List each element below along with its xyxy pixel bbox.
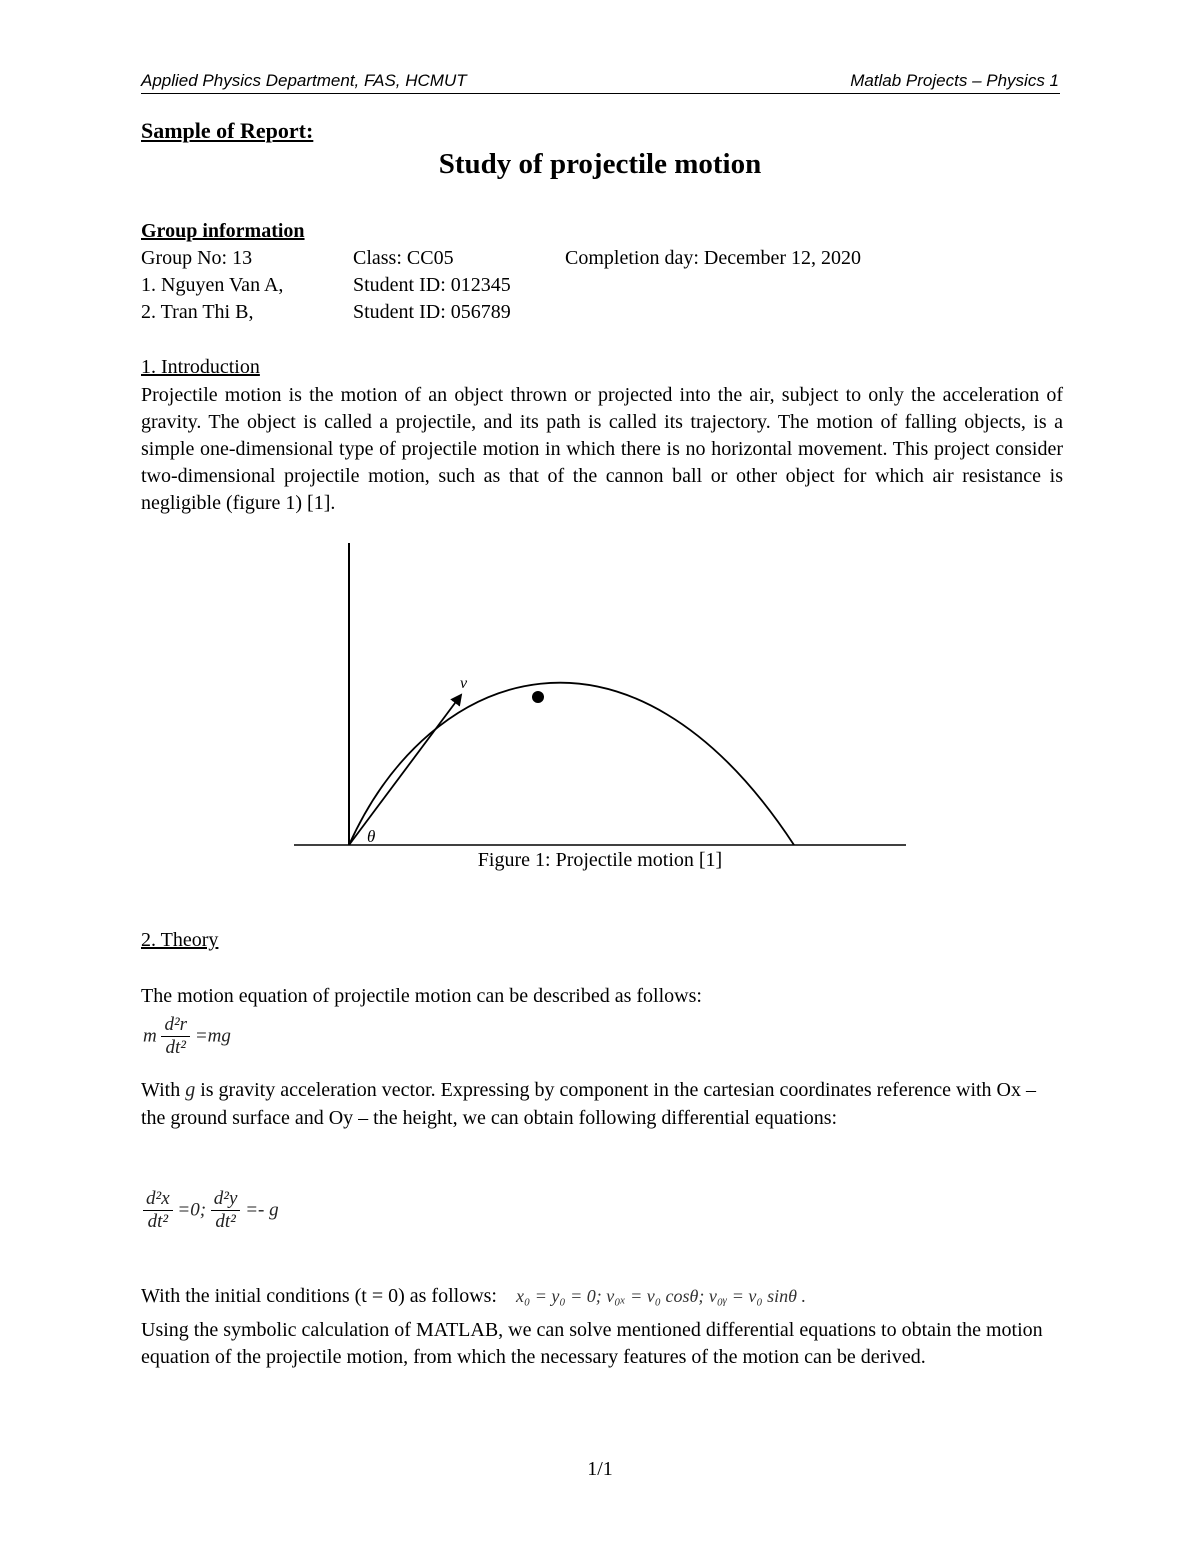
page-number: 1/1	[587, 1458, 613, 1480]
motion-equation	[143, 1014, 231, 1059]
theory-line: The motion equation of projectile motion can be described as follows:	[141, 985, 702, 1007]
intro-paragraph: Projectile motion is the motion of an object thrown or projected into the air, subject to only the acceleration of gravity. The object is called a projectile, and its path is called its trajectory. The motion of falling objects, is a simple one-dimensional type of projectile motion in which there is no horizontal movement. This project consider two-dimensional projectile motion, such as that of the cannon ball or other object for which air resistance is negligible (figure 1) [1].	[141, 384, 1063, 514]
projectile-figure	[280, 535, 920, 855]
group-number: Group No: 13	[141, 247, 253, 269]
initial-conditions	[141, 1285, 806, 1308]
with-prefix: With	[141, 1079, 181, 1101]
group-heading: Group information	[141, 220, 305, 242]
velocity-label: v	[460, 675, 468, 692]
eq-denominator-x: dt²	[147, 1211, 169, 1232]
eq-rhs-g: =- g	[245, 1199, 279, 1221]
theta-label: θ	[367, 827, 376, 846]
member-id: Student ID: 056789	[353, 301, 511, 323]
eq-denominator: dt²	[165, 1037, 187, 1058]
sample-label: Sample of Report:	[141, 118, 314, 143]
member-name: 1. Nguyen Van A,	[141, 274, 284, 296]
eq-rhs: =mg	[194, 1025, 231, 1047]
g-symbol: g	[185, 1079, 196, 1101]
final-paragraph: Using the symbolic calculation of MATLAB, we can solve mentioned differential equations to obtain the motion equation of the projectile motion, from which the necessary features of the motion can be derived.	[141, 1319, 1043, 1368]
group-class: Class: CC05	[353, 247, 454, 269]
theory-paragraph	[141, 1076, 1063, 1132]
theory-heading: 2. Theory	[141, 929, 219, 951]
eq-numerator-x: d²x	[143, 1188, 173, 1211]
eq-mid: =0;	[177, 1199, 207, 1221]
figure-caption: Figure 1: Projectile motion [1]	[477, 849, 723, 871]
eq-denominator-y: dt²	[215, 1211, 236, 1232]
eq-fraction-x	[143, 1188, 173, 1233]
velocity-arrow	[349, 695, 461, 845]
differential-equations	[143, 1188, 279, 1233]
eq-fraction	[161, 1014, 190, 1059]
eq-numerator-y: d²y	[211, 1188, 241, 1211]
projectile-dot	[532, 691, 544, 703]
eq-numerator: d²r	[161, 1014, 190, 1037]
trajectory-curve	[349, 683, 794, 845]
completion-day: Completion day: December 12, 2020	[565, 247, 862, 269]
eq-mass: m	[143, 1025, 157, 1047]
header-right: Matlab Projects – Physics 1	[850, 71, 1059, 90]
header-rule	[141, 93, 1060, 94]
theory-paragraph-text: is gravity acceleration vector. Expressing by component in the cartesian coordinates reference with Ox – the ground surface and Oy – the height, we can obtain following differential equations:	[141, 1079, 1037, 1129]
init-equation: x₀ = y₀ = 0; v₀ₓ = v₀ cosθ; v₀ᵧ = v₀ sinθ .	[516, 1286, 807, 1306]
page-title: Study of projectile motion	[438, 148, 762, 180]
member-id: Student ID: 012345	[353, 274, 511, 296]
intro-heading: 1. Introduction	[141, 356, 260, 378]
init-text: With the initial conditions (t = 0) as follows:	[141, 1285, 497, 1307]
member-name: 2. Tran Thi B,	[141, 301, 254, 323]
header-left: Applied Physics Department, FAS, HCMUT	[141, 71, 467, 90]
eq-fraction-y	[211, 1188, 241, 1233]
